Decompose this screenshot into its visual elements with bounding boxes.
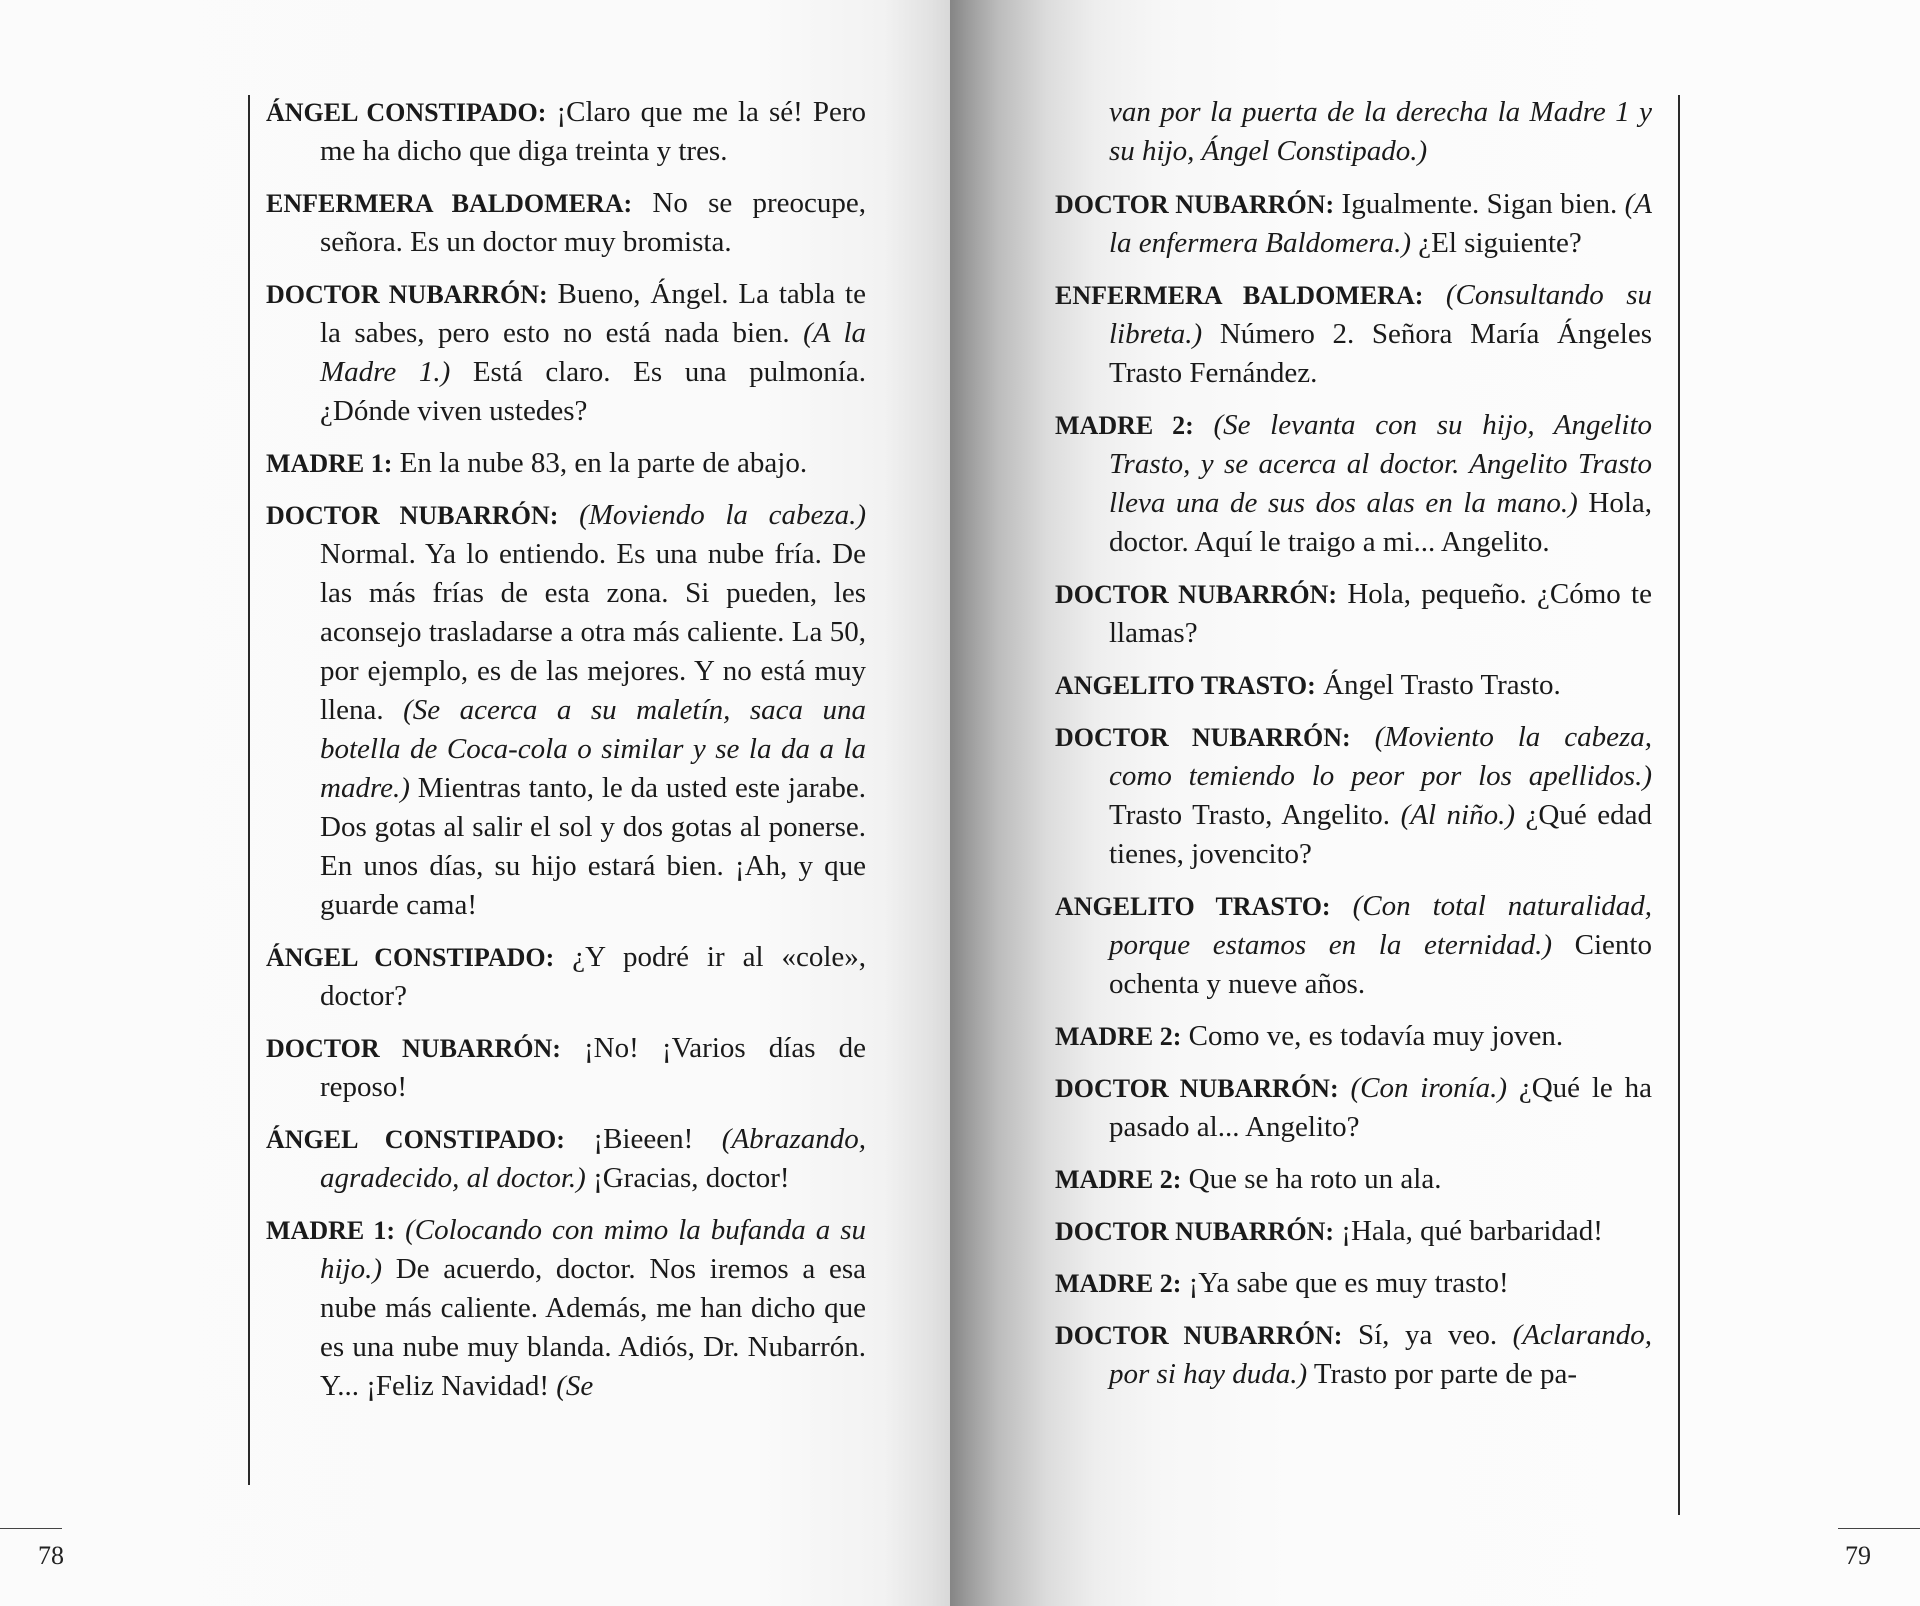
stage-direction: (Consultando su libreta.) — [1109, 279, 1653, 350]
dialogue-entry — [1055, 1264, 1652, 1303]
dialogue-text — [1339, 1072, 1351, 1104]
speaker-name: ÁNGEL CONSTIPADO: — [266, 98, 547, 127]
page-number-right: 79 — [1845, 1541, 1871, 1570]
dialogue-text: Sí, ya veo. — [1342, 1319, 1513, 1351]
right-footer-rule — [1838, 1528, 1920, 1529]
speaker-name: ÁNGEL CONSTIPADO: — [266, 1125, 565, 1154]
page-number-left: 78 — [38, 1541, 64, 1570]
dialogue-text: ¿Y podré ir al «cole», doctor? — [320, 941, 866, 1012]
speaker-name: DOCTOR NUBARRÓN: — [1055, 723, 1351, 752]
speaker-name: DOCTOR NUBARRÓN: — [266, 501, 559, 530]
dialogue-text: ¿Qué le ha pasado al... Angelito? — [1109, 1072, 1653, 1143]
dialogue-entry — [1055, 718, 1652, 874]
speaker-name: MADRE 1: — [266, 449, 393, 478]
stage-direction: (Moviento la cabeza, como temiendo lo peor por los apellidos.) — [1109, 721, 1653, 792]
dialogue-text: Normal. Ya lo entiendo. Es una nube fría. De las más frías de esta zona. Si pueden, les aconsejo trasladarse a otra más caliente. La 50, por ejemplo, es de las mejores. Y no está muy llena. — [320, 538, 866, 726]
dialogue-text: Como ve, es todavía muy joven. — [1181, 1020, 1564, 1052]
speaker-name: DOCTOR NUBARRÓN: — [1055, 190, 1335, 219]
dialogue-entry — [1055, 406, 1652, 562]
speaker-name: DOCTOR NUBARRÓN: — [1055, 1074, 1339, 1103]
dialogue-text: ¡Ya sabe que es muy trasto! — [1181, 1267, 1509, 1299]
dialogue-text: ¿Qué edad tienes, jovencito? — [1109, 799, 1652, 870]
dialogue-text — [1331, 890, 1353, 922]
stage-direction: (Con ironía.) — [1350, 1072, 1508, 1104]
dialogue-text: ¡Gracias, doctor! — [585, 1162, 790, 1194]
dialogue-entry — [1055, 185, 1652, 263]
dialogue-text: ¡Hala, qué barbaridad! — [1334, 1215, 1603, 1247]
dialogue-text — [1423, 279, 1445, 311]
dialogue-entry — [266, 496, 866, 925]
dialogue-text: Que se ha roto un ala. — [1181, 1163, 1442, 1195]
speaker-name: MADRE 2: — [1055, 1165, 1182, 1194]
right-margin-rule — [1678, 95, 1680, 1515]
dialogue-text: Ciento ochenta y nueve años. — [1109, 929, 1652, 1000]
dialogue-text: Número 2. Señora María Ángeles Trasto Fernández. — [1109, 318, 1652, 389]
stage-direction: (Se levanta con su hijo, Angelito Trasto, y se acerca al doctor. Angelito Trasto lleva una de sus dos alas en la mano.) — [1109, 409, 1652, 519]
stage-direction: (Abrazando, agradecido, al doctor.) — [320, 1123, 866, 1194]
speaker-name: ANGELITO TRASTO: — [1055, 671, 1316, 700]
dialogue-text — [558, 499, 579, 531]
stage-direction: (Moviendo la cabeza.) — [579, 499, 867, 531]
speaker-name: DOCTOR NUBARRÓN: — [1055, 580, 1338, 609]
dialogue-entry — [1055, 887, 1652, 1004]
dialogue-text: Hola, pequeño. ¿Cómo te llamas? — [1109, 578, 1652, 649]
dialogue-text: En la nube 83, en la parte de abajo. — [392, 447, 808, 479]
stage-direction: (Se acerca a su maletín, saca una botella de Coca-cola o similar y se la da a la madre.) — [320, 694, 866, 804]
stage-direction: (Con total naturalidad, porque estamos en la eternidad.) — [1109, 890, 1652, 961]
dialogue-text: Bueno, Ángel. La tabla te la sabes, pero esto no está nada bien. — [320, 278, 866, 349]
dialogue-entry — [266, 938, 866, 1016]
speaker-name: DOCTOR NUBARRÓN: — [1055, 1321, 1343, 1350]
dialogue-text — [1351, 721, 1375, 753]
speaker-name: ENFERMERA BALDOMERA: — [1055, 281, 1424, 310]
dialogue-text: Mientras tanto, le da usted este jarabe. Dos gotas al salir el sol y dos gotas al ponerse. En unos días, su hijo estará bien. ¡Ah, y que guarde cama! — [320, 772, 866, 921]
stage-direction: (Se — [556, 1370, 594, 1402]
dialogue-entry — [1055, 666, 1652, 705]
dialogue-text: Hola, doctor. Aquí le traigo a mi... Angelito. — [1109, 487, 1652, 558]
dialogue-entry — [1055, 1160, 1652, 1199]
stage-direction: (Aclarando, por si hay duda.) — [1109, 1319, 1652, 1390]
dialogue-text: Trasto Trasto, Angelito. — [1109, 799, 1401, 831]
dialogue-text: De acuerdo, doctor. Nos iremos a esa nube más caliente. Además, me han dicho que es una nube muy blanda. Adiós, Dr. Nubarrón. Y... ¡Feliz Navidad! — [320, 1253, 866, 1402]
stage-direction: (A la enfermera Baldomera.) — [1109, 188, 1653, 259]
left-page — [0, 0, 950, 1606]
left-margin-rule — [248, 95, 250, 1485]
left-footer-rule — [0, 1528, 62, 1529]
speaker-name: DOCTOR NUBARRÓN: — [266, 280, 548, 309]
dialogue-entry — [266, 1211, 866, 1406]
dialogue-text: No se preocupe, señora. Es un doctor muy bromista. — [320, 187, 867, 258]
speaker-name: ÁNGEL CONSTIPADO: — [266, 943, 555, 972]
dialogue-text: Ángel Trasto Trasto. — [1315, 669, 1561, 701]
right-page — [950, 0, 1920, 1606]
stage-direction: van por la puerta de la derecha la Madre 1 y su hijo, Ángel Constipado.) — [1109, 96, 1652, 167]
dialogue-entry — [266, 1029, 866, 1107]
dialogue-entry — [1055, 1069, 1652, 1147]
dialogue-text: Está claro. Es una pulmonía. ¿Dónde viven ustedes? — [320, 356, 866, 427]
dialogue-text — [1194, 409, 1214, 441]
dialogue-entry — [266, 275, 866, 431]
dialogue-entry — [1055, 276, 1652, 393]
dialogue-text — [395, 1214, 405, 1246]
speaker-name: DOCTOR NUBARRÓN: — [1055, 1217, 1335, 1246]
stage-direction: (A la Madre 1.) — [320, 317, 866, 388]
dialogue-text: ¡Bieeen! — [564, 1123, 722, 1155]
dialogue-entry — [266, 184, 866, 262]
right-text-column — [1055, 93, 1652, 1407]
dialogue-text: Igualmente. Sigan bien. — [1334, 188, 1625, 220]
dialogue-text: ¡No! ¡Varios días de reposo! — [320, 1032, 866, 1103]
speaker-name: DOCTOR NUBARRÓN: — [266, 1034, 561, 1063]
speaker-name: MADRE 1: — [266, 1216, 396, 1245]
dialogue-text: ¿El siguiente? — [1411, 227, 1582, 259]
dialogue-entry — [1055, 1316, 1652, 1394]
dialogue-text: Trasto por parte de pa- — [1307, 1358, 1577, 1390]
speaker-name: MADRE 2: — [1055, 1269, 1182, 1298]
dialogue-entry — [1055, 1017, 1652, 1056]
speaker-name: MADRE 2: — [1055, 411, 1194, 440]
dialogue-text: ¡Claro que me la sé! Pero me ha dicho que diga treinta y tres. — [320, 96, 867, 167]
stage-direction: (Al niño.) — [1400, 799, 1515, 831]
dialogue-entry — [266, 1120, 866, 1198]
left-text-column — [266, 93, 866, 1419]
speaker-name: MADRE 2: — [1055, 1022, 1182, 1051]
dialogue-entry — [266, 444, 866, 483]
speaker-name: ANGELITO TRASTO: — [1055, 892, 1331, 921]
dialogue-entry — [1055, 575, 1652, 653]
speaker-name: ENFERMERA BALDOMERA: — [266, 189, 633, 218]
dialogue-entry — [266, 93, 866, 171]
stage-direction: (Colocando con mimo la bufanda a su hijo.) — [320, 1214, 866, 1285]
dialogue-entry — [1055, 93, 1652, 171]
dialogue-entry — [1055, 1212, 1652, 1251]
